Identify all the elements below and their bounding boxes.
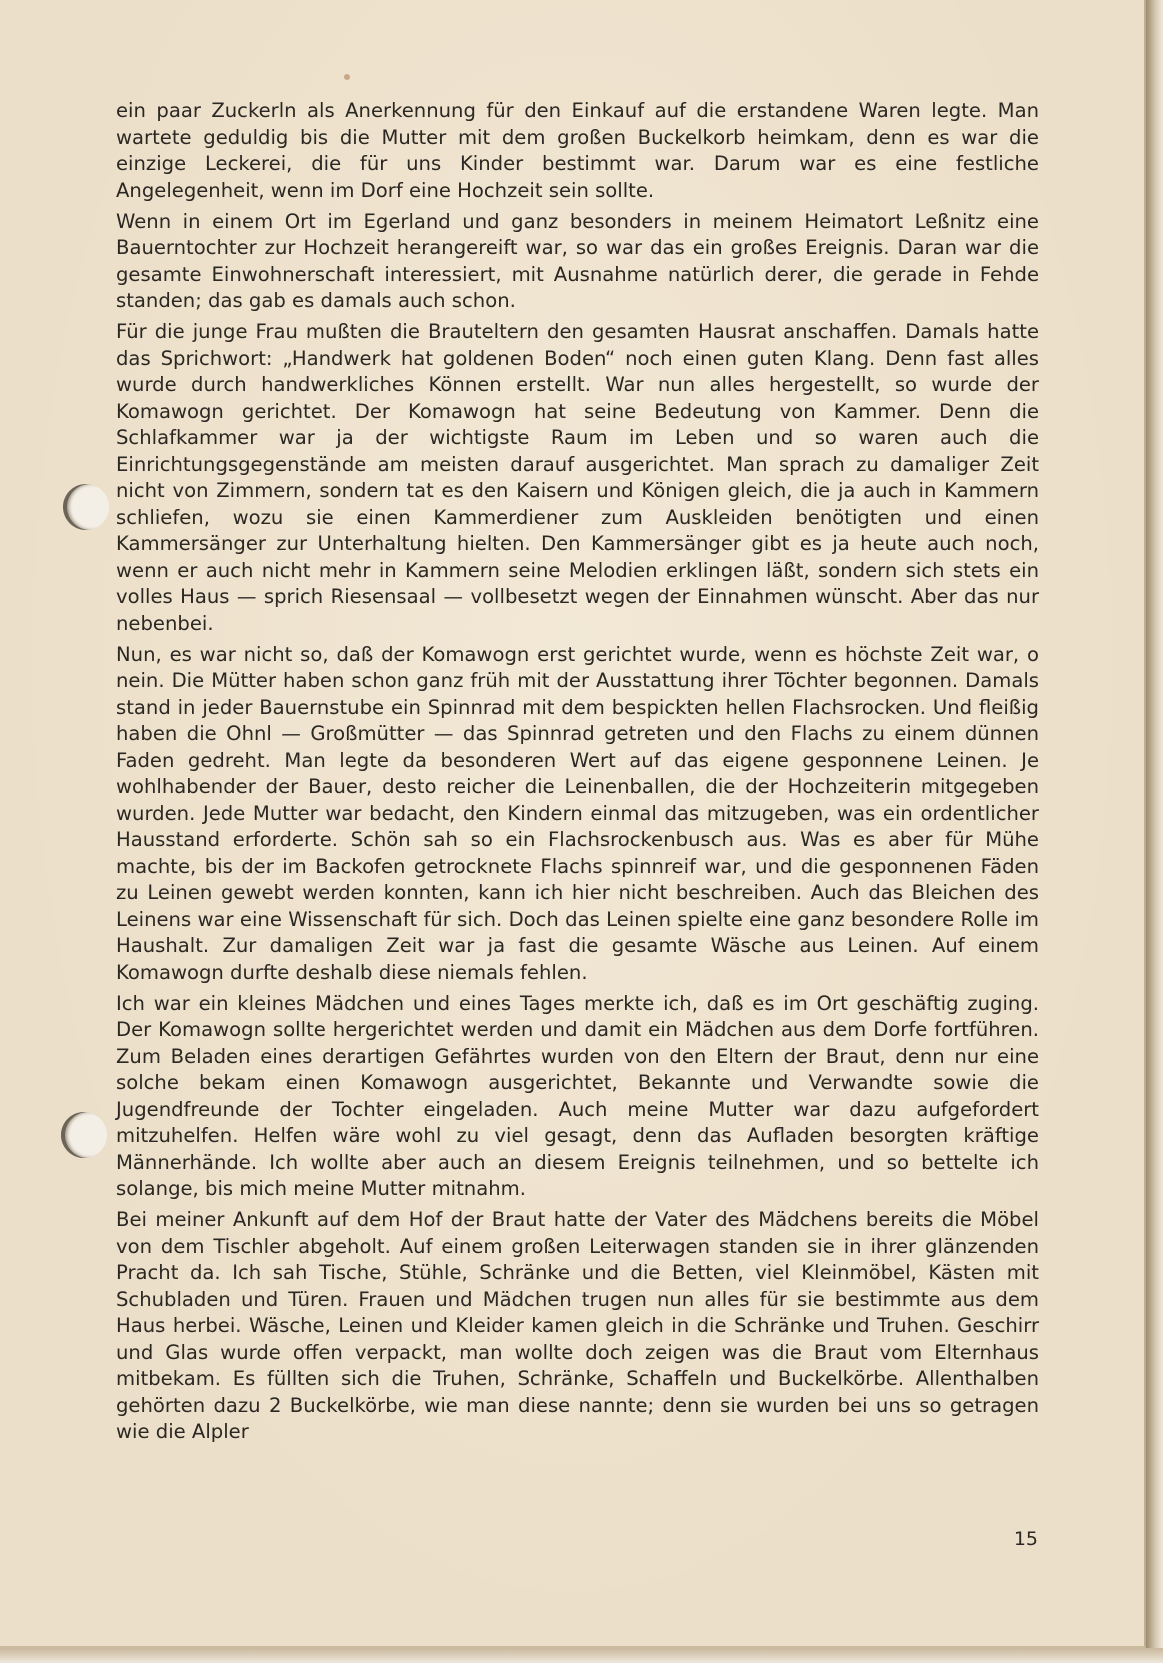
page-edge-shadow: [1146, 0, 1163, 1663]
paragraph-1: ein paar Zuckerln als Anerkennung für den Einkauf auf die erstandene Waren legte. Man wartete geduldig bis die Mutter mit dem großen Buckelkorb heimkam, denn es war die einzige Leckerei, die für uns Kinder bestimmt war. Darum war es eine festliche Angelegenheit, wenn im Dorf eine Hochzeit sein sollte.: [116, 99, 1039, 202]
body-text: [116, 98, 1039, 1450]
punch-hole-upper: [63, 484, 109, 530]
page-bottom-shadow: [0, 1648, 1163, 1663]
page-number: 15: [1013, 1528, 1038, 1550]
paragraph-6: Bei meiner Ankunft auf dem Hof der Braut hatte der Vater des Mädchens bereits die Möbel von dem Tischler abgeholt. Auf einem großen Leiterwagen standen sie in ihrer glänzenden Pracht da. Ich sah Tische, Stühle, Schränke und die Betten, viel Kleinmöbel, Kästen mit Schubladen und Türen. Frauen und Mädchen trugen nun alles für sie bestimmte aus dem Haus herbei. Wäsche, Leinen und Kleider kamen gleich in die Schränke und Truhen. Geschirr und Glas wurde offen verpackt, man wollte doch zeigen was die Braut vom Elternhaus mitbekam. Es füllten sich die Truhen, Schränke, Schaffeln und Buckelkörbe. Allenthalben gehörten dazu 2 Buckelkörbe, wie man diese nannte; denn sie wurden bei uns so getragen wie die Alpler: [116, 1208, 1039, 1443]
paragraph-3: Für die junge Frau mußten die Brauteltern den gesamten Hausrat anschaffen. Damals hatte das Sprichwort: „Handwerk hat goldenen Boden“ noch einen guten Klang. Denn fast alles wurde durch handwerkliches Können erstellt. War nun alles hergestellt, so wurde der Komawogn gerichtet. Der Komawogn hat seine Bedeutung von Kammer. Denn die Schlafkammer war ja der wichtigste Raum im Leben und so waren auch die Einrichtungsgegenstände am meisten darauf ausgerichtet. Man sprach zu damaliger Zeit nicht von Zimmern, sondern tat es den Kaisern und Königen gleich, die ja auch in Kammern schliefen, wozu sie einen Kammerdiener zum Auskleiden benötigten und einen Kammersänger zur Unterhaltung hielten. Den Kammersänger gibt es ja heute auch noch, wenn er auch nicht mehr in Kammern seine Melodien erklingen läßt, sondern sich stets ein volles Haus — sprich Riesensaal — vollbesetzt wegen der Einnahmen wünscht. Aber das nur nebenbei.: [116, 320, 1039, 635]
paragraph-4: Nun, es war nicht so, daß der Komawogn erst gerichtet wurde, wenn es höchste Zeit war, o nein. Die Mütter haben schon ganz früh mit der Ausstattung ihrer Töchter begonnen. Damals stand in jeder Bauernstube ein Spinnrad mit dem bespickten hellen Flachsrocken. Und fleißig haben die Ohnl — Großmütter — das Spinnrad getreten und den Flachs zu einem dünnen Faden gedreht. Man legte da besonderen Wert auf das eigene gesponnene Leinen. Je wohlhabender der Bauer, desto reicher die Leinenballen, die der Hochzeiterin mitgegeben wurden. Jede Mutter war bedacht, den Kindern einmal das mitzugeben, was ein ordentlicher Hausstand erforderte. Schön sah so ein Flachsrockenbusch aus. Was es aber für Mühe machte, bis der im Backofen getrocknete Flachs spinnreif war, und die gesponnenen Fäden zu Leinen gewebt werden konnten, kann ich hier nicht beschreiben. Auch das Bleichen des Leinens war eine Wissenschaft für sich. Doch das Leinen spielte eine ganz besondere Rolle im Haushalt. Zur damaligen Zeit war ja fast die gesamte Wäsche aus Leinen. Auf einem Komawogn durfte deshalb diese niemals fehlen.: [116, 642, 1039, 984]
paper-speck: [344, 74, 350, 80]
paragraph-5: Ich war ein kleines Mädchen und eines Tages merkte ich, daß es im Ort geschäftig zuging. Der Komawogn sollte hergerichtet werden und damit ein Mädchen aus dem Dorfe fortführen. Zum Beladen eines derartigen Gefährtes wurden von den Eltern der Braut, denn nur eine solche bekam einen Komawogn ausgerichtet, Bekannte und Verwandte sowie die Jugendfreunde der Tochter eingeladen. Auch meine Mutter war dazu aufgefordert mitzuhelfen. Helfen wäre wohl zu viel gesagt, denn das Aufladen besorgten kräftige Männerhände. Ich wollte aber auch an diesem Ereignis teilnehmen, und so bettelte ich solange, bis mich meine Mutter mitnahm.: [116, 991, 1039, 1200]
punch-hole-lower: [61, 1112, 107, 1158]
paragraph-2: Wenn in einem Ort im Egerland und ganz besonders in meinem Heimatort Leßnitz eine Bauerntochter zur Hochzeit herangereift war, so war das ein großes Ereignis. Daran war die gesamte Einwohnerschaft interessiert, mit Ausnahme natürlich derer, die gerade in Fehde standen; das gab es damals auch schon.: [116, 209, 1039, 312]
